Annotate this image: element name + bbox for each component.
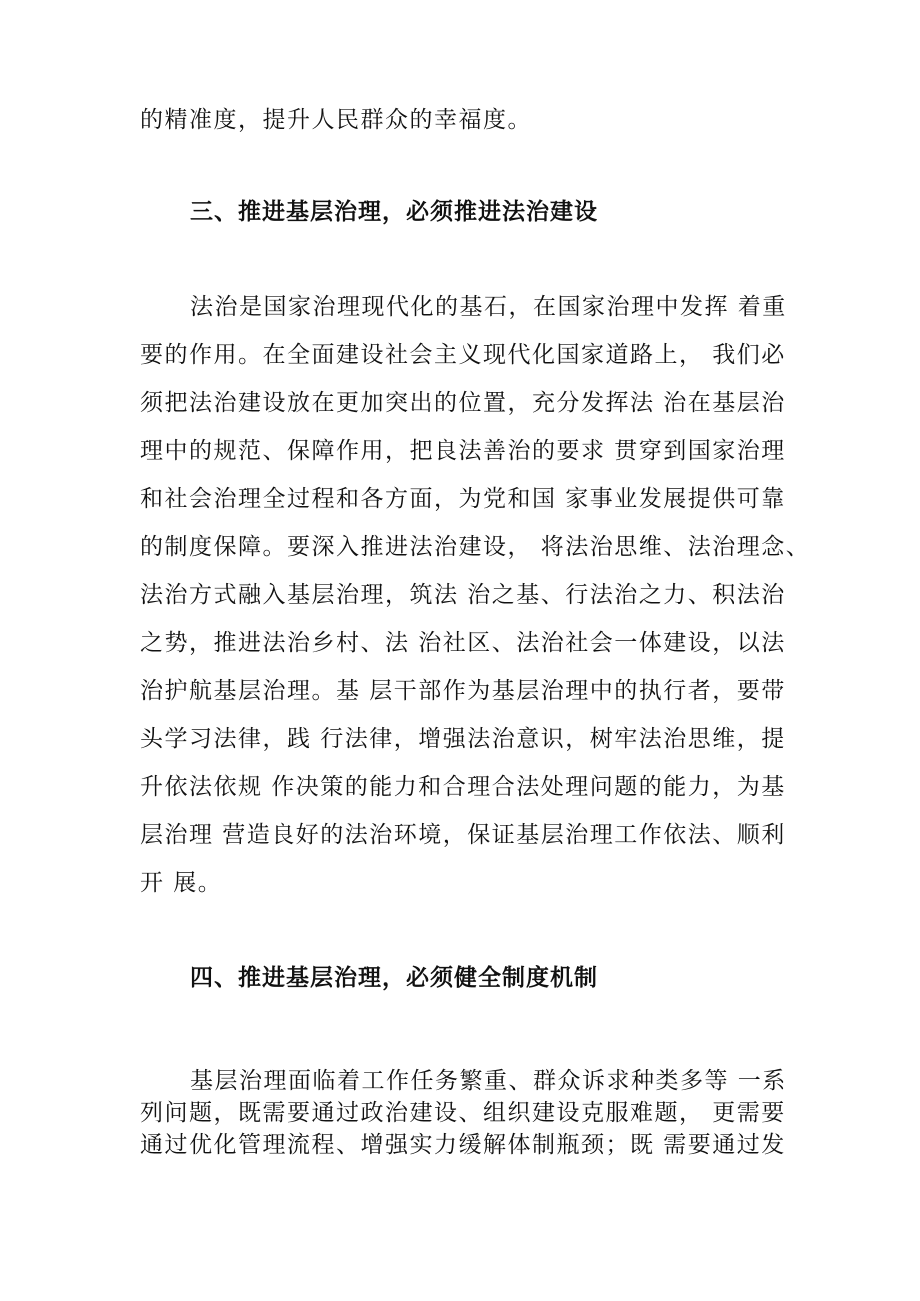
- paragraph-line: 升依法依规 作决策的能力和合理合法处理问题的能力，为基: [140, 774, 786, 800]
- paragraph-line: 头学习法律，践 行法律，增强法治意识，树牢法治思维，提: [140, 726, 786, 752]
- paragraph-line: 的制度保障。要深入推进法治建设， 将法治思维、法治理念、: [140, 534, 811, 560]
- paragraph-line: 要的作用。在全面建设社会主义现代化国家道路上， 我们必: [140, 342, 786, 368]
- paragraph-line: 和社会治理全过程和各方面，为党和国 家事业发展提供可靠: [140, 486, 786, 512]
- paragraph-line: 法治是国家治理现代化的基石，在国家治理中发挥 着重: [190, 294, 787, 320]
- paragraph-line: 通过优化管理流程、增强实力缓解体制瓶颈；既 需要通过发: [140, 1132, 786, 1158]
- paragraph-line: 须把法治建设放在更加突出的位置，充分发挥法 治在基层治: [140, 390, 786, 416]
- paragraph-line: 开 展。: [140, 870, 223, 896]
- paragraph-line: 层治理 营造良好的法治环境，保证基层治理工作依法、顺利: [140, 822, 786, 848]
- section-3-heading: 三、推进基层治理，必须推进法治建设: [190, 199, 598, 225]
- paragraph-line: 基层治理面临着工作任务繁重、群众诉求种类多等 一系: [190, 1068, 787, 1094]
- paragraph-line: 理中的规范、保障作用，把良法善治的要求 贯穿到国家治理: [140, 438, 786, 464]
- paragraph-line: 治护航基层治理。基 层干部作为基层治理中的执行者，要带: [140, 678, 786, 704]
- paragraph-line: 列问题，既需要通过政治建设、组织建设克服难题， 更需要: [140, 1100, 786, 1126]
- section-4-heading: 四、推进基层治理，必须健全制度机制: [190, 965, 598, 991]
- paragraph-line: 之势，推进法治乡村、法 治社区、法治社会一体建设，以法: [140, 630, 786, 656]
- intro-paragraph-line: 的精准度，提升人民群众的幸福度。: [140, 107, 532, 133]
- paragraph-line: 法治方式融入基层治理，筑法 治之基、行法治之力、积法治: [140, 582, 786, 608]
